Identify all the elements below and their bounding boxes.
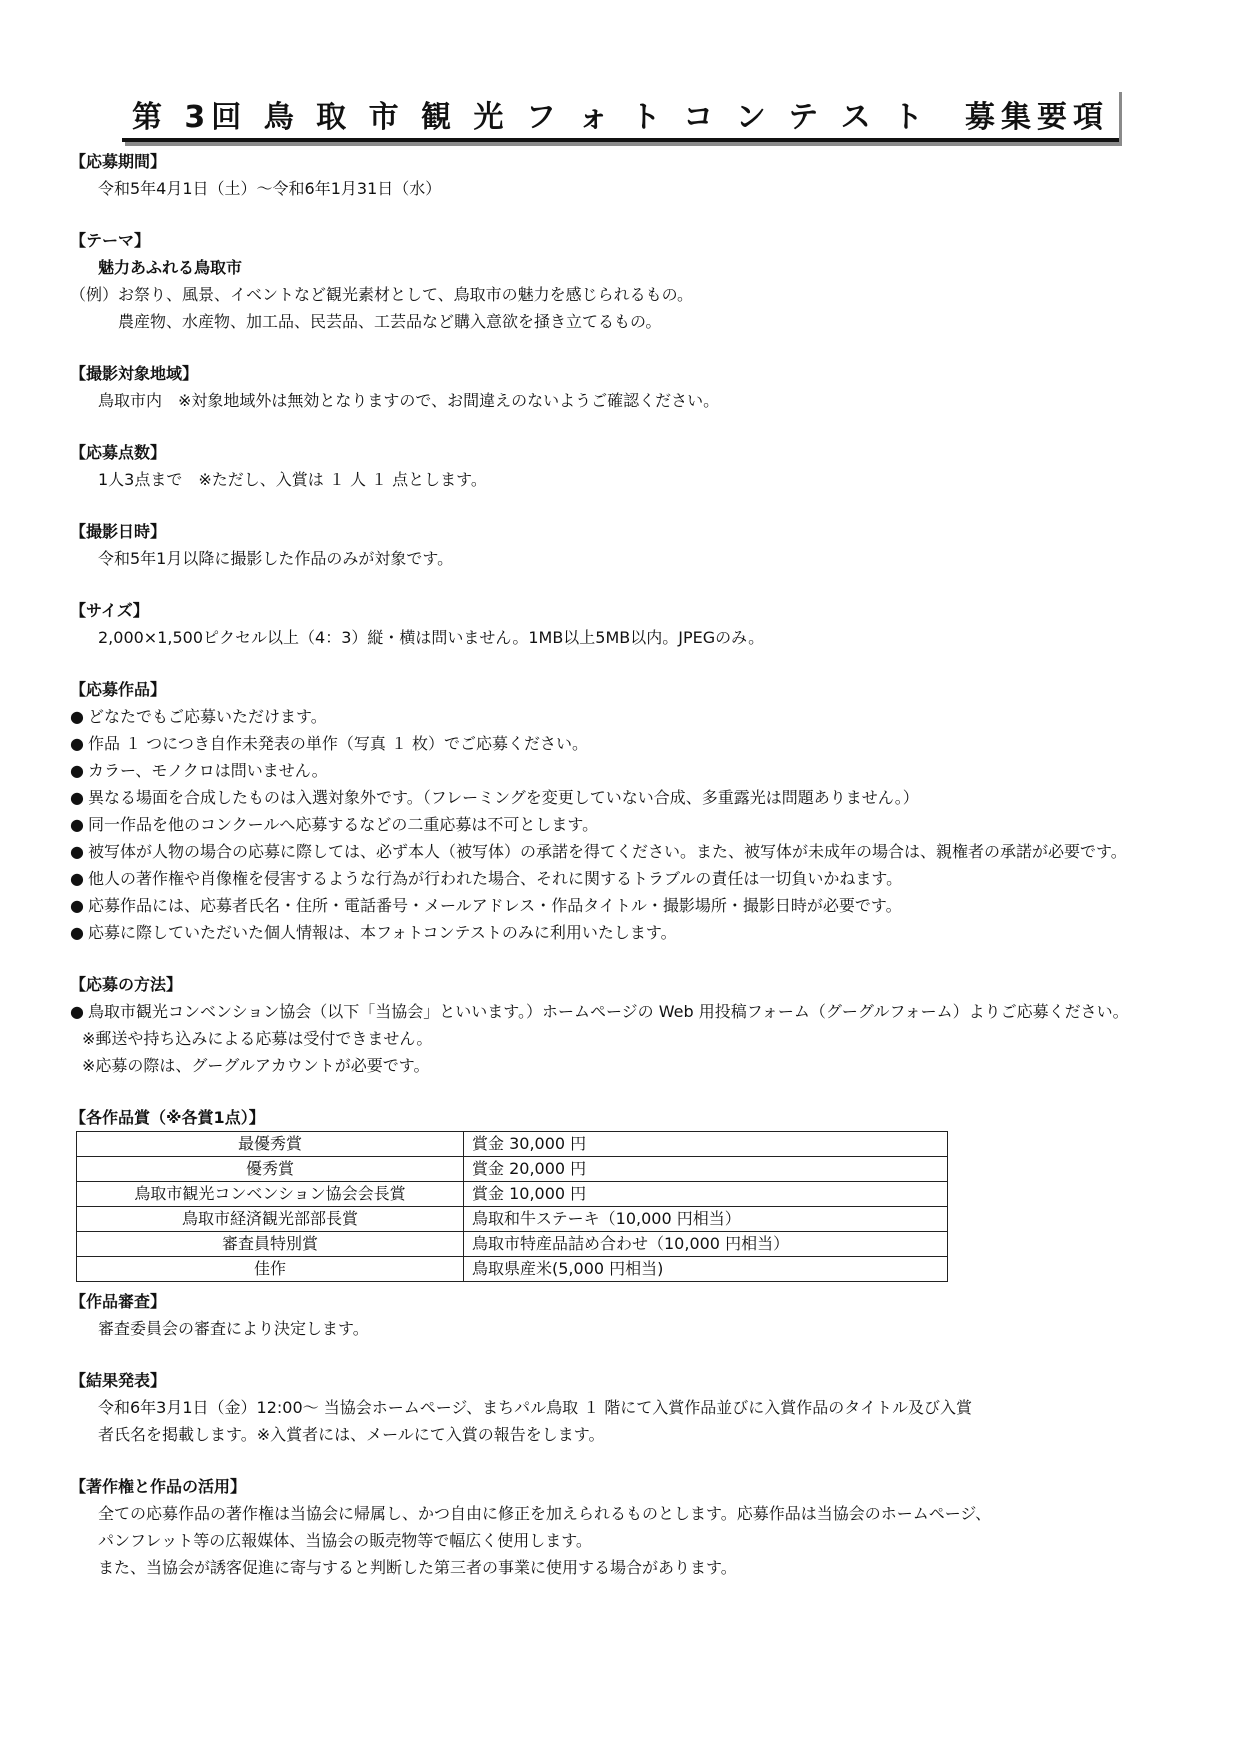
- results-text: 者氏名を掲載します。※入賞者には、メールにて入賞の報告をします。: [98, 1425, 605, 1444]
- section-results: [70, 1367, 1180, 1448]
- area-text: 鳥取市内 ※対象地域外は無効となりますので、お間違えのないようご確認ください。: [98, 391, 720, 410]
- theme-example: （例）お祭り、風景、イベントなど観光素材として、鳥取市の魅力を感じられるもの。: [70, 285, 694, 304]
- table-row: [77, 1157, 948, 1182]
- award-name: 最優秀賞: [77, 1132, 464, 1157]
- list-item: ● 応募作品には、応募者氏名・住所・電話番号・メールアドレス・作品タイトル・撮影場所・撮影日時が必要です。: [70, 892, 1180, 919]
- award-prize: 鳥取和牛ステーキ（10,000 円相当）: [464, 1207, 948, 1232]
- section-heading: 【著作権と作品の活用】: [70, 1477, 247, 1496]
- bullet-icon: ●: [70, 707, 84, 726]
- section-size: [70, 597, 1180, 651]
- page-title: 第 3回 鳥 取 市 観 光 フ ォ ト コ ン テ ス ト 募集要項: [122, 88, 1119, 142]
- copyright-text: また、当協会が誘客促進に寄与すると判断した第三者の事業に使用する場合があります。: [98, 1558, 737, 1577]
- section-theme: [70, 227, 1180, 335]
- section-heading: 【結果発表】: [70, 1371, 167, 1390]
- section-heading: 【各作品賞（※各賞1点）】: [70, 1108, 265, 1127]
- section-heading: 【撮影対象地域】: [70, 364, 199, 383]
- bullet-icon: ●: [70, 788, 84, 807]
- section-copyright: [70, 1473, 1180, 1581]
- section-period: [70, 148, 1180, 202]
- section-awards: [70, 1104, 1180, 1282]
- title-area: [0, 88, 1241, 142]
- award-name: 鳥取市経済観光部部長賞: [77, 1207, 464, 1232]
- results-text: 令和6年3月1日（金）12:00～ 当協会ホームページ、まちパル鳥取 １ 階にて入賞作品並びに入賞作品のタイトル及び入賞: [98, 1398, 972, 1417]
- section-judging: [70, 1288, 1180, 1342]
- list-item: ● 異なる場面を合成したものは入選対象外です。（フレーミングを変更していない合成、多重露光は問題ありません。）: [70, 784, 1180, 811]
- table-row: [77, 1257, 948, 1282]
- award-prize: 賞金 30,000 円: [464, 1132, 948, 1157]
- table-row: [77, 1182, 948, 1207]
- bullet-icon: ●: [70, 734, 84, 753]
- bullet-icon: ●: [70, 1002, 84, 1021]
- section-method: [70, 971, 1180, 1079]
- list-item: ● 被写体が人物の場合の応募に際しては、必ず本人（被写体）の承諾を得てください。また、被写体が未成年の場合は、親権者の承諾が必要です。: [70, 838, 1180, 865]
- table-row: [77, 1207, 948, 1232]
- size-text: 2,000×1,500ピクセル以上（4：3）縦・横は問いません。1MB以上5MB以内。JPEGのみ。: [98, 628, 765, 647]
- list-item: ● どなたでもご応募いただけます。: [70, 703, 1180, 730]
- method-note: ※郵送や持ち込みによる応募は受付できません。: [82, 1029, 433, 1048]
- works-list: [70, 703, 1180, 946]
- award-name: 審査員特別賞: [77, 1232, 464, 1257]
- method-list: [70, 998, 1180, 1025]
- bullet-icon: ●: [70, 815, 84, 834]
- date-text: 令和5年1月以降に撮影した作品のみが対象です。: [98, 549, 454, 568]
- table-row: [77, 1232, 948, 1257]
- list-item: ● 作品 １ つにつき自作未発表の単作（写真 １ 枚）でご応募ください。: [70, 730, 1180, 757]
- section-heading: 【応募作品】: [70, 680, 167, 699]
- section-count: [70, 439, 1180, 493]
- theme-example: 農産物、水産物、加工品、民芸品、工芸品など購入意欲を掻き立てるもの。: [118, 312, 662, 331]
- list-item: ● カラー、モノクロは問いません。: [70, 757, 1180, 784]
- section-date: [70, 518, 1180, 572]
- section-heading: 【応募点数】: [70, 443, 167, 462]
- list-item: ● 鳥取市観光コンベンション協会（以下「当協会」といいます。）ホームページの Web 用投稿フォーム（グーグルフォーム）よりご応募ください。: [70, 998, 1180, 1025]
- count-text: 1人3点まで ※ただし、入賞は １ 人 １ 点とします。: [98, 470, 487, 489]
- award-name: 佳作: [77, 1257, 464, 1282]
- bullet-icon: ●: [70, 923, 84, 942]
- section-area: [70, 360, 1180, 414]
- judging-text: 審査委員会の審査により決定します。: [98, 1319, 369, 1338]
- bullet-icon: ●: [70, 869, 84, 888]
- award-prize: 鳥取市特産品詰め合わせ（10,000 円相当）: [464, 1232, 948, 1257]
- bullet-icon: ●: [70, 896, 84, 915]
- list-item: ● 応募に際していただいた個人情報は、本フォトコンテストのみに利用いたします。: [70, 919, 1180, 946]
- section-heading: 【撮影日時】: [70, 522, 167, 541]
- section-heading: 【作品審査】: [70, 1292, 167, 1311]
- list-item: ● 他人の著作権や肖像権を侵害するような行為が行われた場合、それに関するトラブルの責任は一切負いかねます。: [70, 865, 1180, 892]
- period-text: 令和5年4月1日（土）～令和6年1月31日（水）: [98, 179, 442, 198]
- copyright-text: 全ての応募作品の著作権は当協会に帰属し、かつ自由に修正を加えられるものとします。応募作品は当協会のホームページ、: [98, 1504, 992, 1523]
- bullet-icon: ●: [70, 842, 84, 861]
- award-name: 鳥取市観光コンベンション協会会長賞: [77, 1182, 464, 1207]
- section-works: [70, 676, 1180, 946]
- table-row: [77, 1132, 948, 1157]
- section-heading: 【応募期間】: [70, 152, 167, 171]
- section-heading: 【テーマ】: [70, 231, 151, 250]
- document-body: [70, 148, 1180, 1606]
- award-prize: 賞金 10,000 円: [464, 1182, 948, 1207]
- award-prize: 鳥取県産米(5,000 円相当): [464, 1257, 948, 1282]
- copyright-text: パンフレット等の広報媒体、当協会の販売物等で幅広く使用します。: [98, 1531, 592, 1550]
- award-name: 優秀賞: [77, 1157, 464, 1182]
- awards-table: [76, 1131, 948, 1282]
- section-heading: 【応募の方法】: [70, 975, 183, 994]
- list-item: ● 同一作品を他のコンクールへ応募するなどの二重応募は不可とします。: [70, 811, 1180, 838]
- bullet-icon: ●: [70, 761, 84, 780]
- section-heading: 【サイズ】: [70, 601, 149, 620]
- theme-main: 魅力あふれる鳥取市: [98, 258, 243, 277]
- method-note: ※応募の際は、グーグルアカウントが必要です。: [82, 1056, 430, 1075]
- award-prize: 賞金 20,000 円: [464, 1157, 948, 1182]
